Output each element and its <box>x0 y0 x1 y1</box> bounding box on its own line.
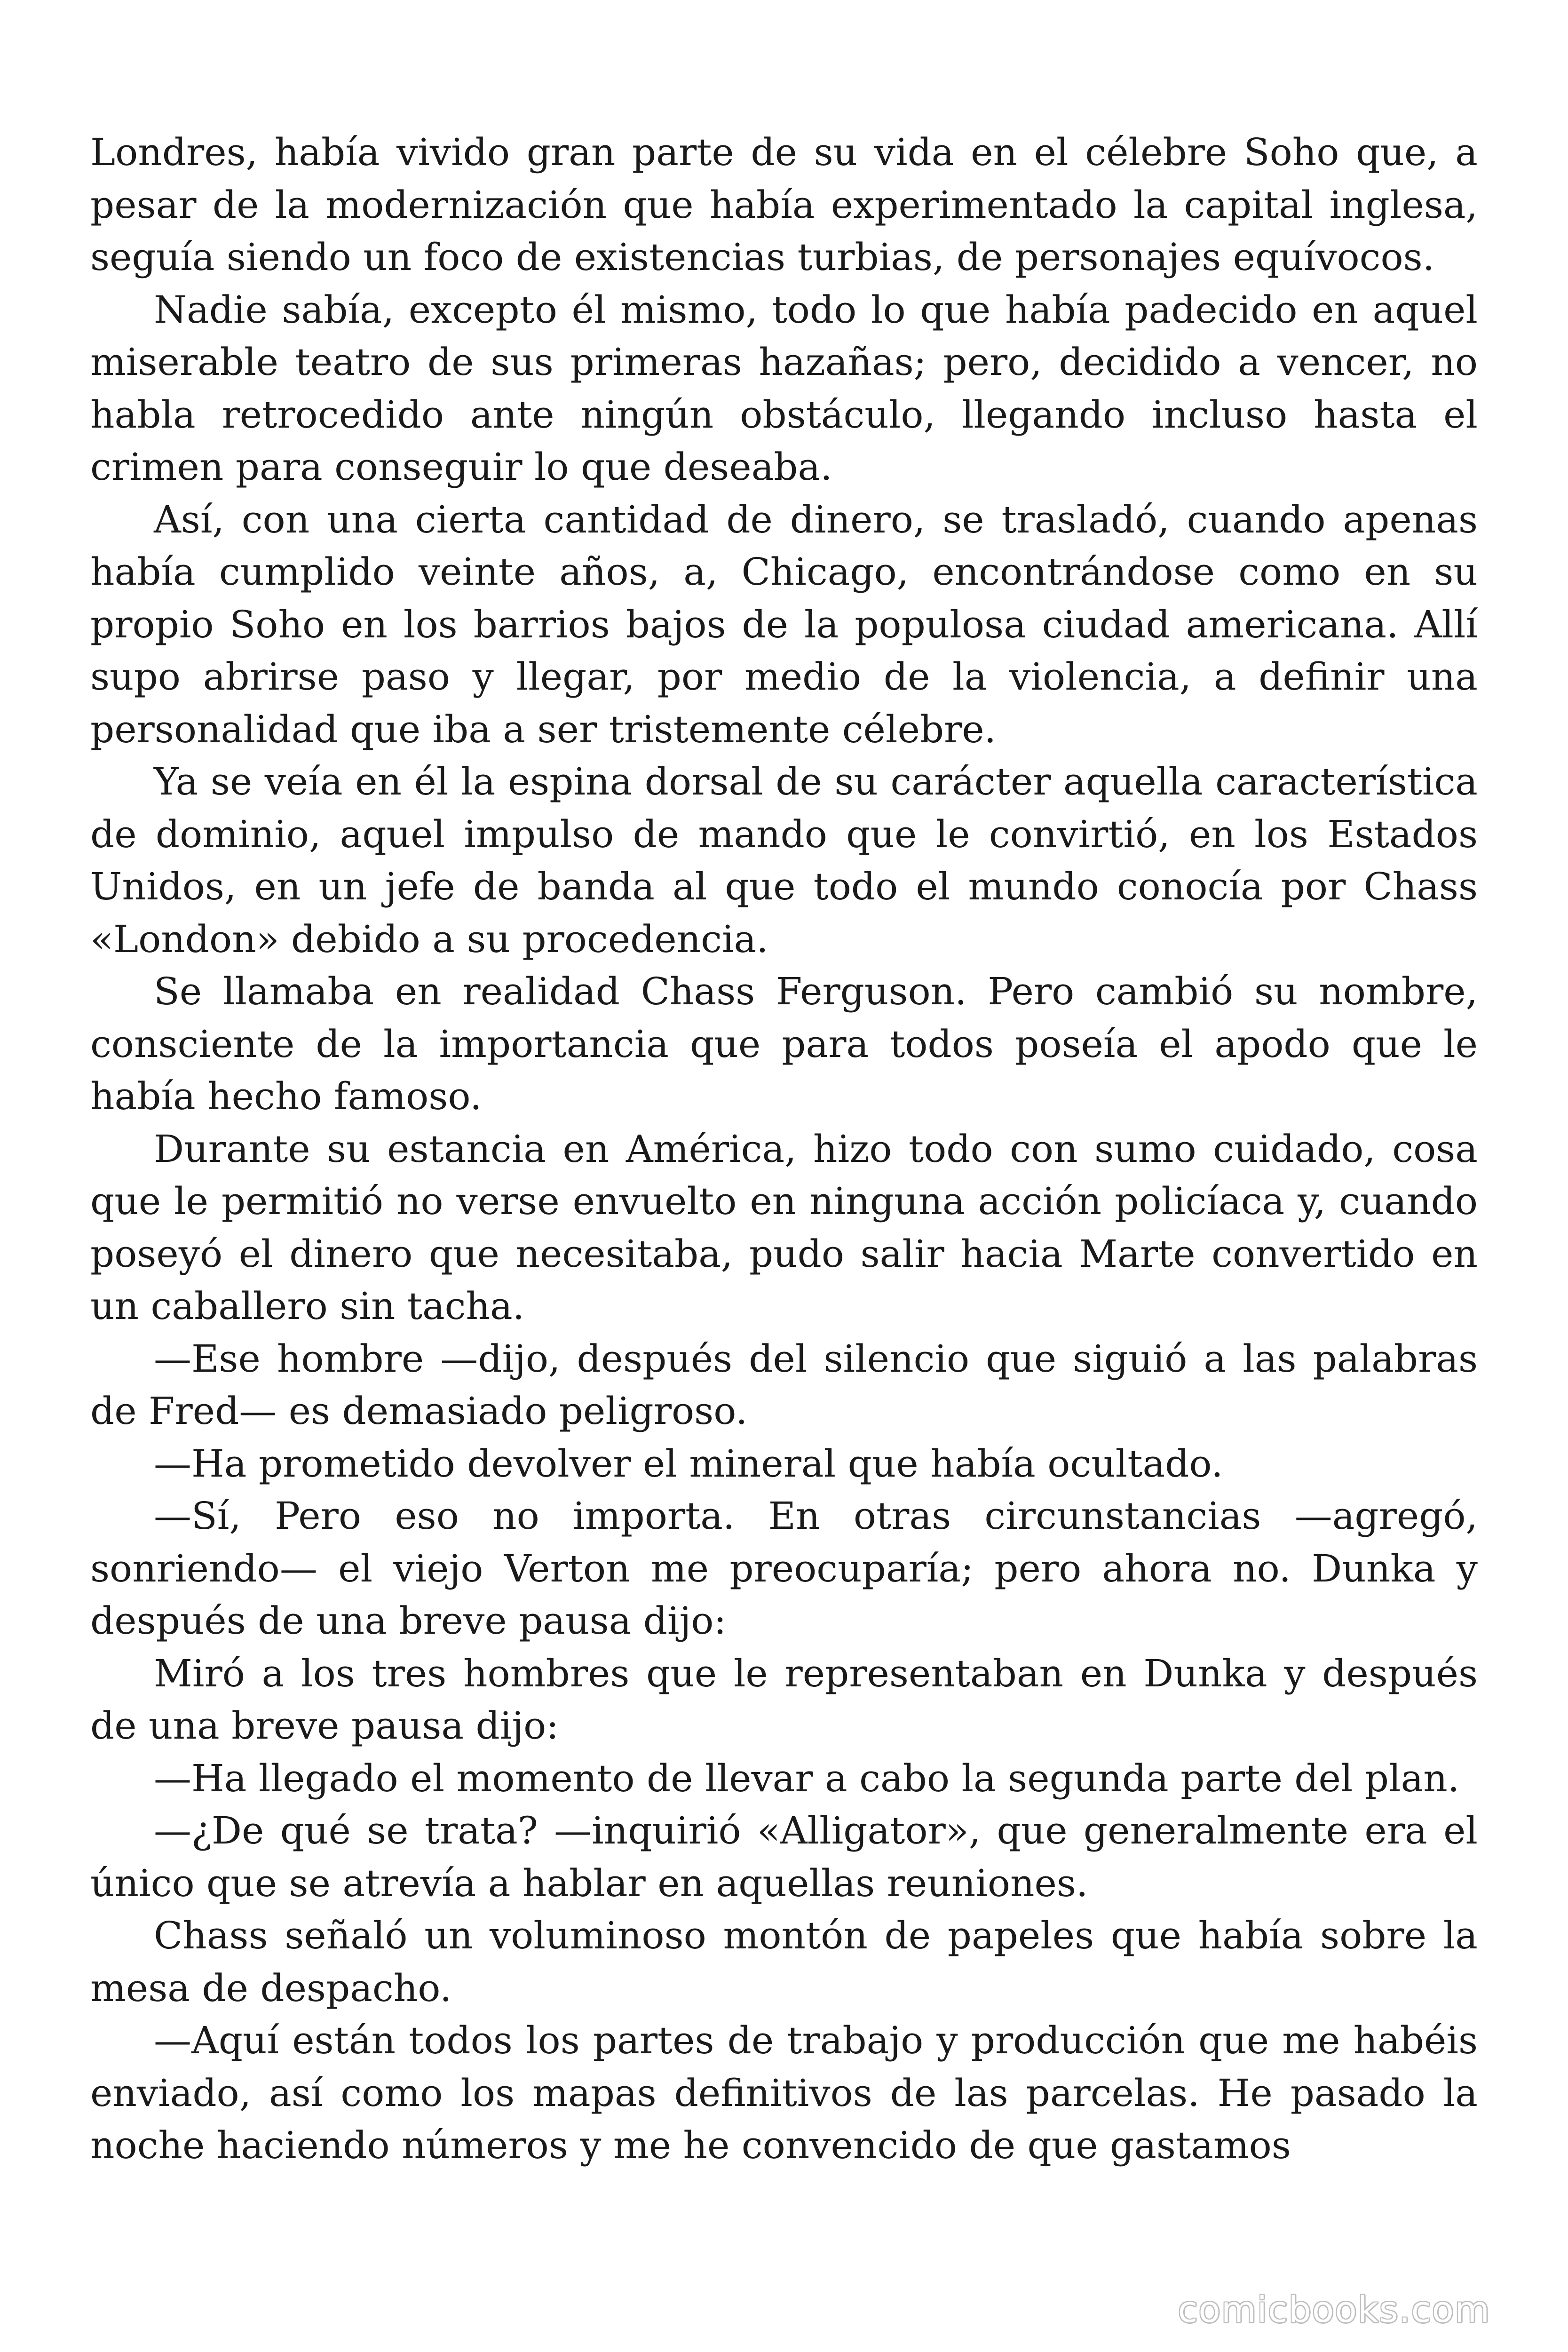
paragraph: Miró a los tres hombres que le representaban en Dunka y después de una breve pausa dijo: <box>90 1651 1478 1748</box>
paragraph: —Ese hombre —dijo, después del silencio que siguió a las palabras de Fred— es demasiado peligroso. <box>90 1336 1478 1433</box>
paragraph: Se llamaba en realidad Chass Ferguson. Pero cambió su nombre, consciente de la importancia que para todos poseía el apodo que le había hecho famoso. <box>90 969 1478 1118</box>
paragraph: —¿De qué se trata? —inquirió «Alligator», que generalmente era el único que se atrevía a hablar en aquellas reuniones. <box>90 1809 1478 1905</box>
paragraph: —Ha prometido devolver el mineral que había ocultado. <box>154 1441 1223 1486</box>
body-text <box>90 126 1478 2172</box>
paragraph: Londres, había vivido gran parte de su vida en el célebre Soho que, a pesar de la modernización que había experimentado la capital inglesa, seguía siendo un foco de existencias turbias, de personajes equívocos. <box>90 130 1478 279</box>
paragraph: Ya se veía en él la espina dorsal de su carácter aquella característica de dominio, aquel impulso de mando que le convirtió, en los Estados Unidos, en un jefe de banda al que todo el mundo conocía por Chass «London» debido a su procedencia. <box>90 760 1478 961</box>
paragraph: —Ha llegado el momento de llevar a cabo la segunda parte del plan. <box>154 1756 1460 1800</box>
paragraph: —Sí, Pero eso no importa. En otras circunstancias —agregó, sonriendo— el viejo Verton me preocuparía; pero ahora no. Dunka y después de una breve pausa dijo: <box>90 1494 1478 1643</box>
paragraph: Así, con una cierta cantidad de dinero, se trasladó, cuando apenas había cumplido veinte años, a, Chicago, encontrándose como en su propio Soho en los barrios bajos de la populosa ciudad americana. Allí supo abrirse paso y llegar, por medio de la violencia, a definir una personalidad que iba a ser tristemente célebre. <box>90 497 1478 751</box>
paragraph: Nadie sabía, excepto él mismo, todo lo que había padecido en aquel miserable teatro de sus primeras hazañas; pero, decidido a vencer, no habla retrocedido ante ningún obstáculo, llegando incluso hasta el crimen para conseguir lo que deseaba. <box>90 287 1478 489</box>
paragraph: Chass señaló un voluminoso montón de papeles que había sobre la mesa de despacho. <box>90 1914 1478 2010</box>
paragraph: —Aquí están todos los partes de trabajo y producción que me habéis enviado, así como los mapas definitivos de las parcelas. He pasado la noche haciendo números y me he convencido de que gastamos <box>90 2018 1478 2167</box>
paragraph: Durante su estancia en América, hizo todo con sumo cuidado, cosa que le permitió no verse envuelto en ninguna acción policíaca y, cuando poseyó el dinero que necesitaba, pudo salir hacia Marte convertido en un caballero sin tacha. <box>90 1127 1478 1328</box>
watermark: comicbooks.com <box>1178 2288 1490 2330</box>
